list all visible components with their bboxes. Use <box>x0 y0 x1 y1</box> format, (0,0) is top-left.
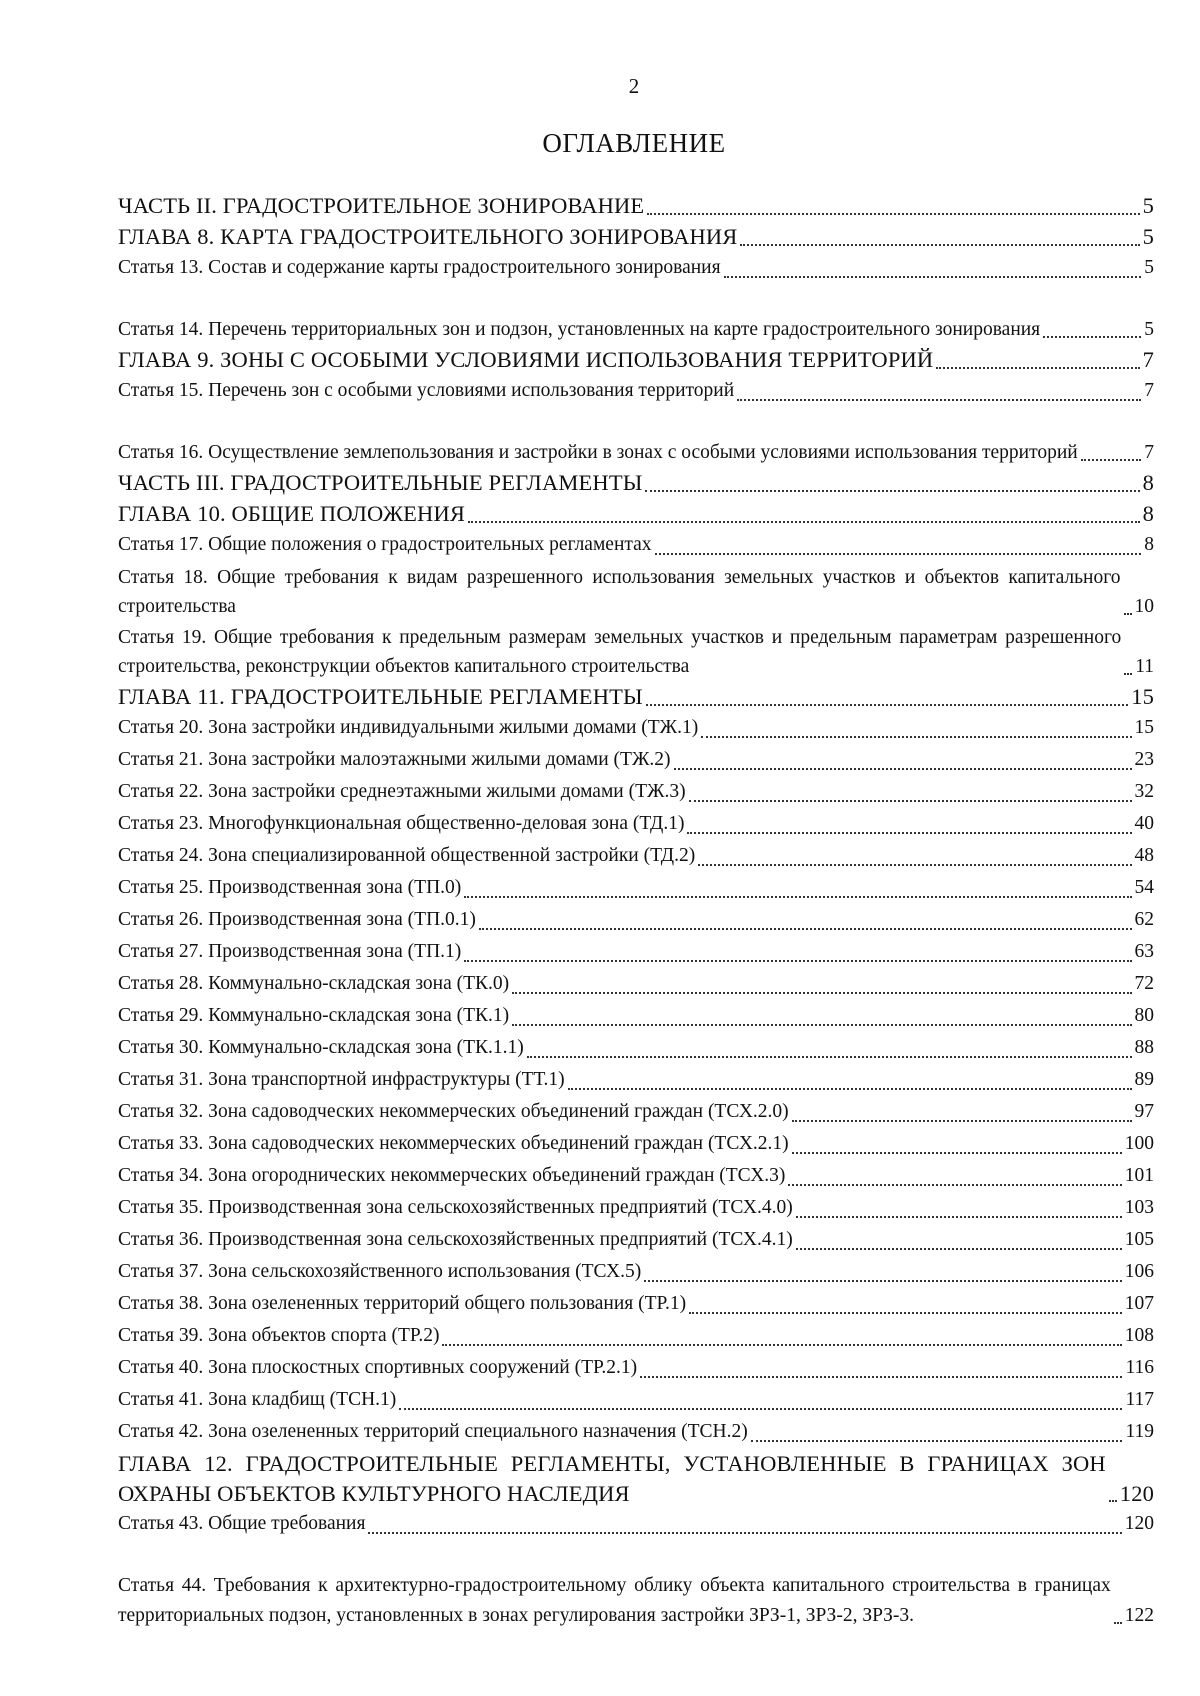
toc-entry-page: 62 <box>1134 909 1154 930</box>
toc-entry-page: 100 <box>1124 1133 1154 1154</box>
toc-entry[interactable] <box>118 1352 1154 1384</box>
toc-entry-page: 63 <box>1134 941 1154 962</box>
dot-leader <box>645 490 1139 492</box>
toc-entry-page: 80 <box>1134 1005 1154 1026</box>
toc-entry-text: Статья 35. Производственная зона сельскохозяйственных предприятий (ТСХ.4.0) <box>118 1197 793 1218</box>
toc-entry[interactable] <box>118 1128 1154 1160</box>
toc-entry-page: 8 <box>1142 470 1154 495</box>
dot-leader <box>655 553 1142 555</box>
toc-entry-page: 119 <box>1125 1421 1154 1442</box>
toc-entry[interactable] <box>118 1032 1154 1064</box>
toc-entry[interactable] <box>118 284 1154 344</box>
toc-entry[interactable] <box>118 498 1154 529</box>
toc-entry-page: 5 <box>1142 224 1154 249</box>
dot-leader <box>796 1248 1122 1250</box>
dot-leader <box>568 1088 1132 1090</box>
dot-leader <box>724 276 1142 278</box>
toc-entry[interactable] <box>118 681 1154 712</box>
toc-entry-text: ГЛАВА 9. ЗОНЫ С ОСОБЫМИ УСЛОВИЯМИ ИСПОЛЬЗОВАНИЯ ТЕРРИТОРИЙ <box>118 347 934 372</box>
toc-entry-text: Статья 30. Коммунально-складская зона (ТК.1.1) <box>118 1037 524 1058</box>
toc-entry-page: 72 <box>1134 973 1154 994</box>
toc-entry-page: 15 <box>1134 717 1154 738</box>
toc-entry-page: 120 <box>1124 1513 1154 1534</box>
toc-entry-text: Статья 31. Зона транспортной инфраструктуры (ТТ.1) <box>118 1069 565 1090</box>
toc-entry-text: Статья 22. Зона застройки среднеэтажными жилыми домами (ТЖ.3) <box>118 781 686 802</box>
toc-entry[interactable] <box>118 1416 1154 1448</box>
toc-entry-text: Статья 16. Осуществление землепользования и застройки в зонах с особыми условиями использования территорий <box>118 442 1078 463</box>
toc-entry[interactable] <box>118 467 1154 498</box>
dot-leader <box>512 1024 1131 1026</box>
toc-entry-text: Статья 19. Общие требования к предельным размерам земельных участков и предельным параметрам разрешенного строительства, реконструкции объектов капитального строительства <box>118 627 1122 677</box>
toc-entry-page: 97 <box>1134 1101 1154 1122</box>
dot-leader <box>512 992 1131 994</box>
toc-entry-text: ГЛАВА 8. КАРТА ГРАДОСТРОИТЕЛЬНОГО ЗОНИРОВАНИЯ <box>118 224 738 249</box>
dot-leader <box>792 1152 1122 1154</box>
toc-entry-text: Статья 21. Зона застройки малоэтажными жилыми домами (ТЖ.2) <box>118 749 671 770</box>
toc-entry-text: Статья 36. Производственная зона сельскохозяйственных предприятий (ТСХ.4.1) <box>118 1229 793 1250</box>
toc-entry-page: 32 <box>1134 781 1154 802</box>
toc-entry[interactable] <box>118 1320 1154 1352</box>
toc-entry-page: 108 <box>1124 1325 1154 1346</box>
toc-entry-page: 40 <box>1134 813 1154 834</box>
toc-entry[interactable] <box>118 776 1154 808</box>
dot-leader <box>740 244 1139 246</box>
toc-entry-page: 8 <box>1144 534 1154 555</box>
dot-leader <box>737 399 1141 401</box>
toc-entry-page: 23 <box>1134 749 1154 770</box>
dot-leader <box>689 1312 1122 1314</box>
dot-leader <box>1124 673 1132 675</box>
page-number: 2 <box>628 74 640 98</box>
toc-entry-text: Статья 15. Перечень зон с особыми условиями использования территорий <box>118 380 735 401</box>
toc-entry[interactable] <box>118 1540 1154 1630</box>
toc-entry[interactable] <box>118 744 1154 776</box>
toc-entry[interactable] <box>118 1064 1154 1096</box>
toc-entry-text: ГЛАВА 11. ГРАДОСТРОИТЕЛЬНЫЕ РЕГЛАМЕНТЫ <box>118 684 643 709</box>
toc-entry-page: 7 <box>1144 442 1154 463</box>
dot-leader <box>1124 613 1132 615</box>
toc-entry-text: Статья 25. Производственная зона (ТП.0) <box>118 877 462 898</box>
toc-entry-text: Статья 13. Состав и содержание карты градостроительного зонирования <box>118 257 721 278</box>
toc-entry[interactable] <box>118 1384 1154 1416</box>
toc-entry-page: 103 <box>1124 1197 1154 1218</box>
toc-entry[interactable] <box>118 840 1154 872</box>
toc-entry-text: Статья 44. Требования к архитектурно-градостроительному облику объекта капитального строительства в границах территориальных подзон, установленных в зонах регулирования застройки ЗРЗ-1, ЗРЗ-2, ЗРЗ-3. <box>118 1575 1111 1626</box>
toc-entry-text: ЧАСТЬ III. ГРАДОСТРОИТЕЛЬНЫЕ РЕГЛАМЕНТЫ <box>118 470 643 495</box>
toc-entry-page: 106 <box>1124 1261 1154 1282</box>
toc-entry[interactable] <box>118 1160 1154 1192</box>
toc-entry-page: 101 <box>1124 1165 1154 1186</box>
toc-entry[interactable] <box>118 872 1154 904</box>
dot-leader <box>640 1376 1122 1378</box>
dot-leader <box>698 864 1131 866</box>
toc-entry-text: Статья 17. Общие положения о градостроительных регламентах <box>118 534 652 555</box>
toc-entry-text: Статья 23. Многофункциональная общественно-деловая зона (ТД.1) <box>118 813 685 834</box>
toc-entry-text: Статья 24. Зона специализированной общественной застройки (ТД.2) <box>118 845 696 866</box>
toc-entry[interactable] <box>118 190 1154 221</box>
toc-entry[interactable] <box>118 968 1154 1000</box>
toc-entry[interactable] <box>118 221 1154 252</box>
toc-entry[interactable] <box>118 1288 1154 1320</box>
toc-entry-page: 122 <box>1124 1604 1154 1626</box>
toc-entry-text: Статья 39. Зона объектов спорта (ТР.2) <box>118 1325 440 1346</box>
toc-entry[interactable] <box>118 561 1154 621</box>
toc-entry[interactable] <box>118 712 1154 744</box>
toc-entry-text: Статья 40. Зона плоскостных спортивных сооружений (ТР.2.1) <box>118 1357 638 1378</box>
dot-leader <box>644 1280 1122 1282</box>
dot-leader <box>701 736 1131 738</box>
dot-leader <box>1043 336 1141 338</box>
dot-leader <box>1109 1500 1117 1502</box>
toc-entry-page: 7 <box>1144 380 1154 401</box>
toc-entry[interactable] <box>118 1448 1154 1508</box>
dot-leader <box>479 928 1132 930</box>
toc-entry-text: Статья 18. Общие требования к видам разрешенного использования земельных участков и объектов капитального строительства <box>118 567 1121 617</box>
dot-leader <box>936 367 1139 369</box>
toc-entry-page: 88 <box>1134 1037 1154 1058</box>
toc-entry-page: 8 <box>1142 501 1154 526</box>
toc-entry-page: 5 <box>1142 193 1154 218</box>
toc-entry-page: 107 <box>1124 1293 1154 1314</box>
toc-entry-text: ЧАСТЬ II. ГРАДОСТРОИТЕЛЬНОЕ ЗОНИРОВАНИЕ <box>118 193 645 218</box>
toc-entry[interactable] <box>118 1508 1154 1540</box>
dot-leader <box>527 1056 1132 1058</box>
toc-entry-page: 11 <box>1135 656 1154 677</box>
table-of-contents <box>118 190 1154 1630</box>
dot-leader <box>796 1216 1122 1218</box>
toc-entry-page: 116 <box>1125 1357 1154 1378</box>
dot-leader <box>368 1532 1121 1534</box>
dot-leader <box>689 800 1132 802</box>
toc-entry-text: ГЛАВА 10. ОБЩИЕ ПОЛОЖЕНИЯ <box>118 501 466 526</box>
dot-leader <box>464 896 1131 898</box>
toc-entry-page: 120 <box>1119 1480 1154 1506</box>
dot-leader <box>646 704 1128 706</box>
toc-entry-page: 10 <box>1134 596 1154 617</box>
toc-entry[interactable] <box>118 375 1154 407</box>
toc-entry-page: 48 <box>1134 845 1154 866</box>
toc-entry-text: Статья 26. Производственная зона (ТП.0.1) <box>118 909 476 930</box>
toc-entry[interactable] <box>118 252 1154 284</box>
toc-entry-page: 54 <box>1134 877 1154 898</box>
toc-entry-page: 5 <box>1144 319 1154 340</box>
dot-leader <box>464 960 1131 962</box>
toc-entry-page: 117 <box>1125 1389 1154 1410</box>
toc-entry-text: Статья 14. Перечень территориальных зон и подзон, установленных на карте градостроительного зонирования <box>118 319 1041 340</box>
toc-entry[interactable] <box>118 529 1154 561</box>
toc-entry[interactable] <box>118 808 1154 840</box>
toc-entry[interactable] <box>118 1224 1154 1256</box>
toc-entry-text: Статья 33. Зона садоводческих некоммерческих объединений граждан (ТСХ.2.1) <box>118 1133 789 1154</box>
dot-leader <box>792 1120 1132 1122</box>
toc-entry[interactable] <box>118 1096 1154 1128</box>
toc-entry[interactable] <box>118 621 1154 681</box>
dot-leader <box>399 1408 1122 1410</box>
toc-entry-text: Статья 20. Зона застройки индивидуальными жилыми домами (ТЖ.1) <box>118 717 699 738</box>
toc-entry-text: Статья 43. Общие требования <box>118 1513 366 1534</box>
toc-entry-text: Статья 37. Зона сельскохозяйственного использования (ТСХ.5) <box>118 1261 642 1282</box>
toc-entry-text: Статья 27. Производственная зона (ТП.1) <box>118 941 462 962</box>
toc-entry[interactable] <box>118 407 1154 467</box>
toc-title: ОГЛАВЛЕНИЕ <box>542 128 726 158</box>
toc-entry-page: 105 <box>1124 1229 1154 1250</box>
toc-entry-page: 7 <box>1142 347 1154 372</box>
toc-entry[interactable] <box>118 1192 1154 1224</box>
toc-entry-text: ГЛАВА 12. ГРАДОСТРОИТЕЛЬНЫЕ РЕГЛАМЕНТЫ, УСТАНОВЛЕННЫЕ В ГРАНИЦАХ ЗОН ОХРАНЫ ОБЪЕКТОВ КУЛЬТУРНОГО НАСЛЕДИЯ <box>118 1451 1106 1506</box>
dot-leader <box>674 768 1132 770</box>
dot-leader <box>751 1440 1123 1442</box>
toc-entry[interactable] <box>118 1000 1154 1032</box>
toc-entry[interactable] <box>118 1256 1154 1288</box>
toc-entry-page: 5 <box>1144 257 1154 278</box>
dot-leader <box>1081 459 1142 461</box>
toc-entry[interactable] <box>118 344 1154 375</box>
toc-entry-text: Статья 38. Зона озелененных территорий общего пользования (ТР.1) <box>118 1293 687 1314</box>
dot-leader <box>788 1184 1121 1186</box>
toc-entry-text: Статья 32. Зона садоводческих некоммерческих объединений граждан (ТСХ.2.0) <box>118 1101 789 1122</box>
toc-entry-text: Статья 29. Коммунально-складская зона (ТК.1) <box>118 1005 510 1026</box>
toc-entry[interactable] <box>118 936 1154 968</box>
toc-entry[interactable] <box>118 904 1154 936</box>
dot-leader <box>687 832 1131 834</box>
dot-leader <box>647 213 1139 215</box>
dot-leader <box>442 1344 1121 1346</box>
toc-entry-page: 89 <box>1134 1069 1154 1090</box>
toc-entry-text: Статья 34. Зона огороднических некоммерческих объединений граждан (ТСХ.3) <box>118 1165 786 1186</box>
toc-entry-text: Статья 28. Коммунально-складская зона (ТК.0) <box>118 973 510 994</box>
dot-leader <box>1114 1622 1122 1624</box>
toc-entry-text: Статья 41. Зона кладбищ (ТСН.1) <box>118 1389 397 1410</box>
toc-entry-text: Статья 42. Зона озелененных территорий специального назначения (ТСН.2) <box>118 1421 748 1442</box>
toc-entry-page: 15 <box>1131 684 1154 709</box>
dot-leader <box>468 521 1140 523</box>
